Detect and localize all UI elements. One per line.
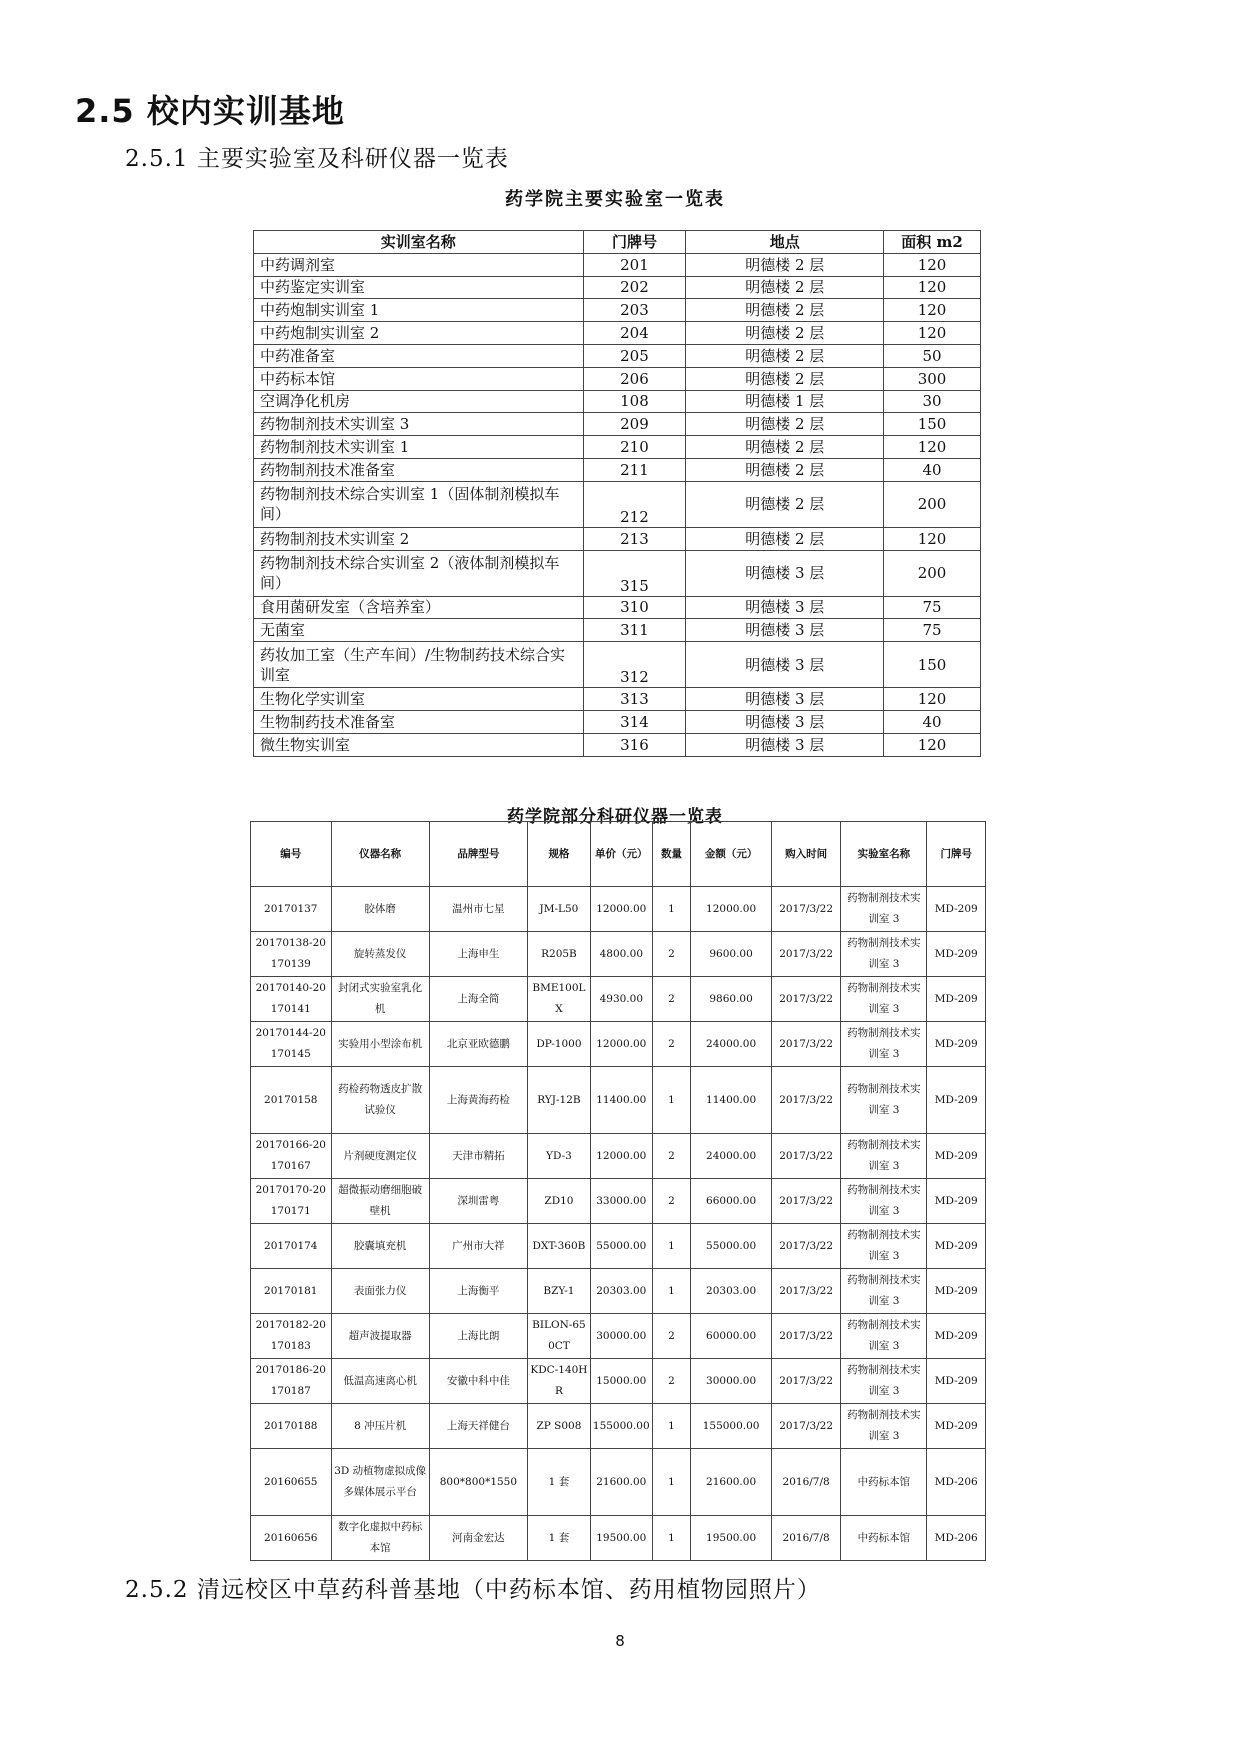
- inst-id: 20170186-20170187: [251, 1359, 332, 1404]
- inst-id: 20170188: [251, 1404, 332, 1449]
- inst-date: 2017/3/22: [771, 1359, 841, 1404]
- lab-room: 201: [583, 253, 686, 276]
- table-row: [254, 688, 981, 711]
- table-row: [251, 1067, 986, 1134]
- inst-amount: 66000.00: [691, 1179, 772, 1224]
- inst-room: MD-209: [927, 1269, 986, 1314]
- lab-name: 中药调剂室: [254, 253, 584, 276]
- inst-unit-price: 4930.00: [590, 977, 652, 1022]
- inst-name: 药检药物透皮扩散试验仪: [331, 1067, 429, 1134]
- lab-area: 75: [884, 619, 981, 642]
- table-row: [254, 733, 981, 756]
- inst-room: MD-206: [927, 1516, 986, 1561]
- inst-lab: 药物制剂技术实训室 3: [841, 1404, 927, 1449]
- lab-room: 312: [583, 642, 686, 688]
- lab-room: 311: [583, 619, 686, 642]
- lab-location: 明德楼 2 层: [686, 436, 884, 459]
- lab-room: 202: [583, 276, 686, 299]
- inst-brand: 上海黄海药检: [429, 1067, 527, 1134]
- inst-brand: 上海申生: [429, 932, 527, 977]
- inst-amount: 30000.00: [691, 1359, 772, 1404]
- lab-location: 明德楼 3 层: [686, 688, 884, 711]
- lab-room: 313: [583, 688, 686, 711]
- inst-unit-price: 12000.00: [590, 1134, 652, 1179]
- inst-date: 2017/3/22: [771, 1179, 841, 1224]
- instrument-table: [250, 821, 986, 1561]
- lab-name: 微生物实训室: [254, 733, 584, 756]
- table-row: [254, 527, 981, 550]
- lab-name: 空调净化机房: [254, 390, 584, 413]
- inst-lab: 中药标本馆: [841, 1449, 927, 1516]
- inst-room: MD-209: [927, 1314, 986, 1359]
- instrument-table-body: [251, 887, 986, 1561]
- inst-id: 20160656: [251, 1516, 332, 1561]
- inst-header-qty: 数量: [652, 822, 691, 887]
- lab-name: 中药鉴定实训室: [254, 276, 584, 299]
- table-row: [254, 253, 981, 276]
- lab-header-area: 面积 m2: [884, 231, 981, 254]
- inst-name: 实验用小型涂布机: [331, 1022, 429, 1067]
- inst-qty: 1: [652, 1067, 691, 1134]
- lab-name: 药物制剂技术综合实训室 1（固体制剂模拟车间）: [254, 481, 584, 527]
- inst-date: 2017/3/22: [771, 1404, 841, 1449]
- inst-amount: 155000.00: [691, 1404, 772, 1449]
- inst-header-name: 仪器名称: [331, 822, 429, 887]
- inst-amount: 21600.00: [691, 1449, 772, 1516]
- lab-table-body: [254, 253, 981, 756]
- lab-area: 120: [884, 299, 981, 322]
- inst-id: 20160655: [251, 1449, 332, 1516]
- inst-amount: 24000.00: [691, 1022, 772, 1067]
- lab-room: 209: [583, 413, 686, 436]
- inst-id: 20170140-20170141: [251, 977, 332, 1022]
- inst-qty: 2: [652, 1179, 691, 1224]
- inst-spec: R205B: [528, 932, 591, 977]
- inst-header-spec: 规格: [528, 822, 591, 887]
- instrument-table-caption: 药学院部分科研仪器一览表: [507, 807, 723, 827]
- lab-header-location: 地点: [686, 231, 884, 254]
- inst-brand: 上海比朗: [429, 1314, 527, 1359]
- lab-location: 明德楼 2 层: [686, 367, 884, 390]
- inst-lab: 药物制剂技术实训室 3: [841, 1179, 927, 1224]
- table-row: [251, 1269, 986, 1314]
- inst-room: MD-209: [927, 1359, 986, 1404]
- lab-name: 无菌室: [254, 619, 584, 642]
- inst-spec: 1 套: [528, 1449, 591, 1516]
- lab-location: 明德楼 1 层: [686, 390, 884, 413]
- inst-room: MD-209: [927, 1404, 986, 1449]
- inst-brand: 上海天祥健台: [429, 1404, 527, 1449]
- lab-name: 食用菌研发室（含培养室）: [254, 596, 584, 619]
- inst-lab: 药物制剂技术实训室 3: [841, 1359, 927, 1404]
- inst-date: 2017/3/22: [771, 932, 841, 977]
- inst-name: 低温高速离心机: [331, 1359, 429, 1404]
- lab-room: 310: [583, 596, 686, 619]
- inst-lab: 药物制剂技术实训室 3: [841, 1224, 927, 1269]
- inst-room: MD-209: [927, 1224, 986, 1269]
- lab-room: 316: [583, 733, 686, 756]
- inst-room: MD-209: [927, 1022, 986, 1067]
- subsection-heading-2: 2.5.2 清远校区中草药科普基地（中药标本馆、药用植物园照片）: [125, 1577, 821, 1603]
- inst-name: 胶囊填充机: [331, 1224, 429, 1269]
- inst-date: 2016/7/8: [771, 1516, 841, 1561]
- inst-qty: 2: [652, 977, 691, 1022]
- inst-qty: 1: [652, 1224, 691, 1269]
- inst-brand: 800*800*1550: [429, 1449, 527, 1516]
- inst-spec: JM-L50: [528, 887, 591, 932]
- table-row: [254, 481, 981, 527]
- inst-qty: 1: [652, 1269, 691, 1314]
- lab-name: 药物制剂技术综合实训室 2（液体制剂模拟车间）: [254, 550, 584, 596]
- lab-area: 150: [884, 642, 981, 688]
- inst-lab: 药物制剂技术实训室 3: [841, 1269, 927, 1314]
- lab-name: 药物制剂技术准备室: [254, 458, 584, 481]
- inst-unit-price: 4800.00: [590, 932, 652, 977]
- inst-amount: 55000.00: [691, 1224, 772, 1269]
- inst-qty: 1: [652, 887, 691, 932]
- inst-date: 2017/3/22: [771, 1314, 841, 1359]
- lab-table-caption: 药学院主要实验室一览表: [505, 189, 725, 210]
- inst-qty: 1: [652, 1516, 691, 1561]
- lab-name: 中药标本馆: [254, 367, 584, 390]
- table-row: [254, 276, 981, 299]
- inst-spec: 1 套: [528, 1516, 591, 1561]
- inst-name: 超声波提取器: [331, 1314, 429, 1359]
- inst-name: 片剂硬度测定仪: [331, 1134, 429, 1179]
- inst-lab: 药物制剂技术实训室 3: [841, 977, 927, 1022]
- table-row: [251, 887, 986, 932]
- table-row: [254, 344, 981, 367]
- inst-id: 20170170-20170171: [251, 1179, 332, 1224]
- lab-table: [253, 230, 981, 757]
- inst-id: 20170158: [251, 1067, 332, 1134]
- inst-amount: 9600.00: [691, 932, 772, 977]
- lab-name: 生物制药技术准备室: [254, 710, 584, 733]
- lab-area: 200: [884, 481, 981, 527]
- inst-name: 胶体磨: [331, 887, 429, 932]
- lab-header-room: 门牌号: [583, 231, 686, 254]
- inst-lab: 药物制剂技术实训室 3: [841, 1314, 927, 1359]
- inst-date: 2017/3/22: [771, 1224, 841, 1269]
- inst-spec: YD-3: [528, 1134, 591, 1179]
- inst-unit-price: 20303.00: [590, 1269, 652, 1314]
- inst-header-amount: 金额（元）: [691, 822, 772, 887]
- table-row: [254, 596, 981, 619]
- table-row: [254, 367, 981, 390]
- inst-date: 2017/3/22: [771, 1067, 841, 1134]
- table-row: [251, 977, 986, 1022]
- inst-spec: RYJ-12B: [528, 1067, 591, 1134]
- lab-room: 205: [583, 344, 686, 367]
- lab-area: 300: [884, 367, 981, 390]
- inst-room: MD-206: [927, 1449, 986, 1516]
- table-row: [254, 458, 981, 481]
- subsection-heading-1: 2.5.1 主要实验室及科研仪器一览表: [125, 146, 509, 172]
- inst-id: 20170166-20170167: [251, 1134, 332, 1179]
- inst-unit-price: 12000.00: [590, 1022, 652, 1067]
- inst-unit-price: 21600.00: [590, 1449, 652, 1516]
- table-row: [254, 436, 981, 459]
- lab-room: 213: [583, 527, 686, 550]
- inst-unit-price: 12000.00: [590, 887, 652, 932]
- lab-name: 药物制剂技术实训室 1: [254, 436, 584, 459]
- inst-spec: BILON-650CT: [528, 1314, 591, 1359]
- lab-name: 中药准备室: [254, 344, 584, 367]
- lab-room: 203: [583, 299, 686, 322]
- inst-name: 8 冲压片机: [331, 1404, 429, 1449]
- inst-spec: BZY-1: [528, 1269, 591, 1314]
- lab-table-header-row: [254, 231, 981, 254]
- inst-date: 2017/3/22: [771, 1269, 841, 1314]
- inst-amount: 12000.00: [691, 887, 772, 932]
- inst-date: 2017/3/22: [771, 977, 841, 1022]
- inst-qty: 1: [652, 1449, 691, 1516]
- inst-brand: 深圳雷粤: [429, 1179, 527, 1224]
- lab-area: 75: [884, 596, 981, 619]
- table-row: [251, 1314, 986, 1359]
- inst-amount: 24000.00: [691, 1134, 772, 1179]
- inst-amount: 9860.00: [691, 977, 772, 1022]
- inst-spec: ZP S008: [528, 1404, 591, 1449]
- inst-amount: 11400.00: [691, 1067, 772, 1134]
- lab-area: 120: [884, 733, 981, 756]
- inst-header-room: 门牌号: [927, 822, 986, 887]
- lab-location: 明德楼 2 层: [686, 458, 884, 481]
- lab-location: 明德楼 2 层: [686, 276, 884, 299]
- inst-lab: 药物制剂技术实训室 3: [841, 1067, 927, 1134]
- inst-lab: 药物制剂技术实训室 3: [841, 887, 927, 932]
- lab-header-name: 实训室名称: [254, 231, 584, 254]
- lab-name: 药妆加工室（生产车间）/生物制药技术综合实训室: [254, 642, 584, 688]
- table-row: [254, 710, 981, 733]
- inst-date: 2017/3/22: [771, 1022, 841, 1067]
- lab-area: 200: [884, 550, 981, 596]
- inst-brand: 上海全简: [429, 977, 527, 1022]
- table-row: [254, 619, 981, 642]
- inst-room: MD-209: [927, 1067, 986, 1134]
- table-row: [251, 932, 986, 977]
- inst-unit-price: 19500.00: [590, 1516, 652, 1561]
- lab-location: 明德楼 3 层: [686, 710, 884, 733]
- inst-amount: 20303.00: [691, 1269, 772, 1314]
- lab-location: 明德楼 3 层: [686, 642, 884, 688]
- table-row: [251, 1134, 986, 1179]
- inst-id: 20170182-20170183: [251, 1314, 332, 1359]
- lab-room: 314: [583, 710, 686, 733]
- inst-id: 20170174: [251, 1224, 332, 1269]
- inst-room: MD-209: [927, 887, 986, 932]
- inst-id: 20170144-20170145: [251, 1022, 332, 1067]
- inst-amount: 60000.00: [691, 1314, 772, 1359]
- page-number: 8: [615, 1632, 625, 1650]
- inst-name: 3D 动植物虚拟成像多媒体展示平台: [331, 1449, 429, 1516]
- lab-area: 30: [884, 390, 981, 413]
- inst-brand: 天津市精拓: [429, 1134, 527, 1179]
- lab-name: 生物化学实训室: [254, 688, 584, 711]
- lab-location: 明德楼 2 层: [686, 253, 884, 276]
- inst-brand: 安徽中科中佳: [429, 1359, 527, 1404]
- lab-room: 211: [583, 458, 686, 481]
- table-row: [251, 1022, 986, 1067]
- inst-qty: 2: [652, 1359, 691, 1404]
- lab-name: 中药炮制实训室 2: [254, 322, 584, 345]
- inst-name: 封闭式实验室乳化机: [331, 977, 429, 1022]
- lab-area: 150: [884, 413, 981, 436]
- lab-location: 明德楼 2 层: [686, 413, 884, 436]
- lab-area: 40: [884, 458, 981, 481]
- inst-lab: 药物制剂技术实训室 3: [841, 932, 927, 977]
- inst-brand: 河南金宏达: [429, 1516, 527, 1561]
- lab-area: 50: [884, 344, 981, 367]
- lab-area: 120: [884, 527, 981, 550]
- inst-header-brand: 品牌型号: [429, 822, 527, 887]
- inst-header-date: 购入时间: [771, 822, 841, 887]
- lab-location: 明德楼 2 层: [686, 299, 884, 322]
- lab-area: 120: [884, 688, 981, 711]
- table-row: [254, 642, 981, 688]
- table-row: [254, 322, 981, 345]
- inst-spec: ZD10: [528, 1179, 591, 1224]
- inst-spec: KDC-140HR: [528, 1359, 591, 1404]
- table-row: [251, 1359, 986, 1404]
- inst-unit-price: 15000.00: [590, 1359, 652, 1404]
- lab-location: 明德楼 2 层: [686, 481, 884, 527]
- inst-spec: DP-1000: [528, 1022, 591, 1067]
- inst-brand: 北京亚欧德鹏: [429, 1022, 527, 1067]
- inst-brand: 上海衡平: [429, 1269, 527, 1314]
- lab-name: 中药炮制实训室 1: [254, 299, 584, 322]
- lab-location: 明德楼 3 层: [686, 619, 884, 642]
- inst-date: 2017/3/22: [771, 1134, 841, 1179]
- inst-room: MD-209: [927, 932, 986, 977]
- lab-room: 212: [583, 481, 686, 527]
- table-row: [254, 413, 981, 436]
- section-heading: 2.5 校内实训基地: [75, 92, 345, 130]
- inst-name: 数字化虚拟中药标本馆: [331, 1516, 429, 1561]
- lab-location: 明德楼 3 层: [686, 550, 884, 596]
- inst-amount: 19500.00: [691, 1516, 772, 1561]
- table-row: [254, 550, 981, 596]
- lab-location: 明德楼 3 层: [686, 596, 884, 619]
- inst-lab: 药物制剂技术实训室 3: [841, 1022, 927, 1067]
- table-row: [254, 299, 981, 322]
- lab-area: 120: [884, 436, 981, 459]
- lab-room: 206: [583, 367, 686, 390]
- table-row: [251, 1516, 986, 1561]
- table-row: [251, 1449, 986, 1516]
- inst-room: MD-209: [927, 977, 986, 1022]
- inst-id: 20170138-20170139: [251, 932, 332, 977]
- lab-area: 120: [884, 276, 981, 299]
- inst-header-id: 编号: [251, 822, 332, 887]
- inst-brand: 温州市七星: [429, 887, 527, 932]
- inst-unit-price: 155000.00: [590, 1404, 652, 1449]
- inst-qty: 2: [652, 1314, 691, 1359]
- lab-location: 明德楼 2 层: [686, 322, 884, 345]
- lab-area: 40: [884, 710, 981, 733]
- lab-location: 明德楼 3 层: [686, 733, 884, 756]
- inst-qty: 2: [652, 932, 691, 977]
- lab-room: 210: [583, 436, 686, 459]
- table-row: [254, 390, 981, 413]
- table-row: [251, 1404, 986, 1449]
- lab-location: 明德楼 2 层: [686, 344, 884, 367]
- inst-unit-price: 33000.00: [590, 1179, 652, 1224]
- lab-area: 120: [884, 253, 981, 276]
- inst-room: MD-209: [927, 1179, 986, 1224]
- inst-unit-price: 55000.00: [590, 1224, 652, 1269]
- inst-lab: 药物制剂技术实训室 3: [841, 1134, 927, 1179]
- inst-lab: 中药标本馆: [841, 1516, 927, 1561]
- inst-date: 2016/7/8: [771, 1449, 841, 1516]
- inst-header-unit-price: 单价（元）: [590, 822, 652, 887]
- lab-name: 药物制剂技术实训室 2: [254, 527, 584, 550]
- inst-name: 表面张力仪: [331, 1269, 429, 1314]
- inst-brand: 广州市大祥: [429, 1224, 527, 1269]
- inst-unit-price: 11400.00: [590, 1067, 652, 1134]
- inst-name: 超微振动磨细胞破壁机: [331, 1179, 429, 1224]
- table-row: [251, 1179, 986, 1224]
- inst-qty: 2: [652, 1022, 691, 1067]
- inst-date: 2017/3/22: [771, 887, 841, 932]
- inst-unit-price: 30000.00: [590, 1314, 652, 1359]
- inst-qty: 2: [652, 1134, 691, 1179]
- lab-room: 108: [583, 390, 686, 413]
- inst-room: MD-209: [927, 1134, 986, 1179]
- inst-qty: 1: [652, 1404, 691, 1449]
- lab-area: 120: [884, 322, 981, 345]
- instrument-table-header-row: [251, 822, 986, 887]
- lab-room: 204: [583, 322, 686, 345]
- inst-header-lab: 实验室名称: [841, 822, 927, 887]
- table-row: [251, 1224, 986, 1269]
- lab-name: 药物制剂技术实训室 3: [254, 413, 584, 436]
- inst-spec: BME100LX: [528, 977, 591, 1022]
- inst-name: 旋转蒸发仪: [331, 932, 429, 977]
- inst-spec: DXT-360B: [528, 1224, 591, 1269]
- lab-location: 明德楼 2 层: [686, 527, 884, 550]
- inst-id: 20170181: [251, 1269, 332, 1314]
- inst-id: 20170137: [251, 887, 332, 932]
- lab-room: 315: [583, 550, 686, 596]
